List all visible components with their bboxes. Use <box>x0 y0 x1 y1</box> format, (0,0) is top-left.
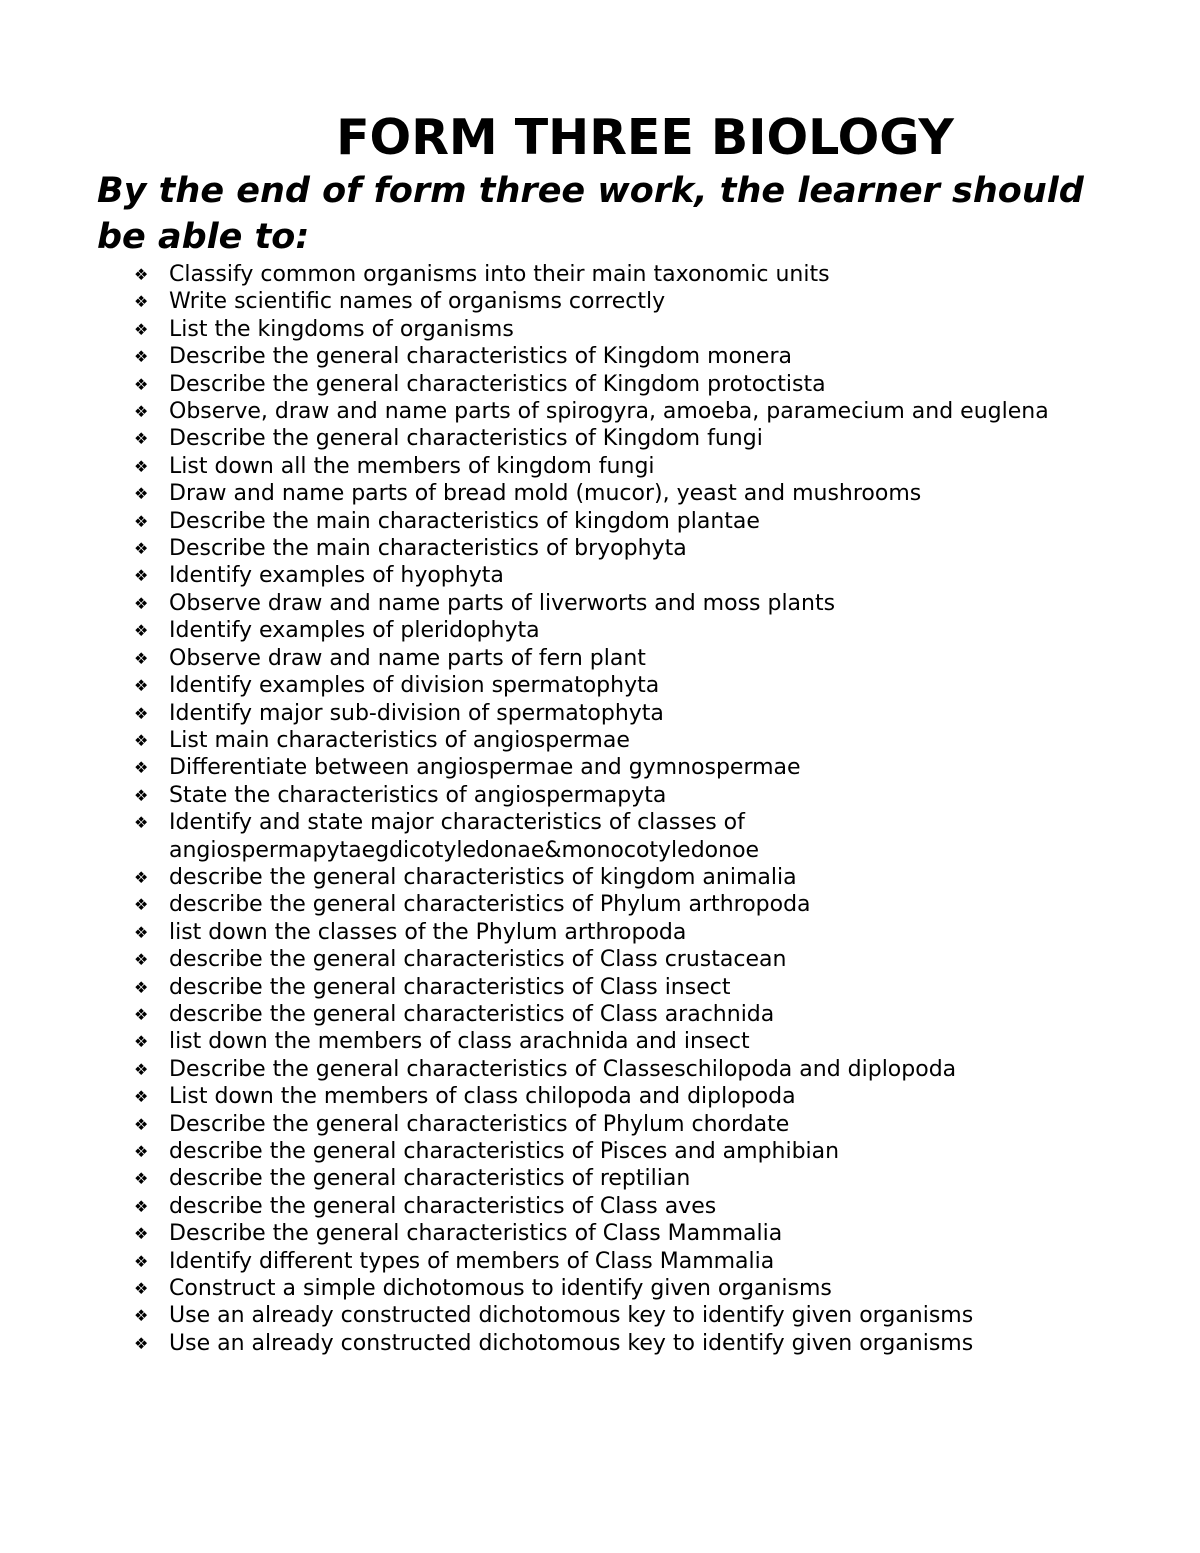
objective-text: Use an already constructed dichotomous key to identify given organisms <box>169 1330 974 1356</box>
diamond-bullet-icon: ❖ <box>134 566 149 586</box>
list-item <box>0 1111 1200 1138</box>
diamond-bullet-icon: ❖ <box>134 319 149 339</box>
diamond-bullet-icon: ❖ <box>134 1059 149 1079</box>
list-item <box>0 782 1200 809</box>
diamond-bullet-icon: ❖ <box>134 1114 149 1134</box>
list-item <box>0 919 1200 946</box>
diamond-bullet-icon: ❖ <box>134 347 149 367</box>
objective-text: List the kingdoms of organisms <box>169 316 514 342</box>
diamond-bullet-icon: ❖ <box>134 511 149 531</box>
intro-heading: By the end of form three work, the learner should be able to: <box>97 171 1084 257</box>
list-item <box>0 1330 1200 1357</box>
list-item <box>0 535 1200 562</box>
list-item <box>0 1220 1200 1247</box>
objective-text: Differentiate between angiospermae and gymnospermae <box>169 755 801 781</box>
diamond-bullet-icon: ❖ <box>134 1196 149 1216</box>
diamond-bullet-icon: ❖ <box>134 1032 149 1052</box>
diamond-bullet-icon: ❖ <box>134 1251 149 1271</box>
list-item <box>0 1165 1200 1192</box>
objective-text: Classify common organisms into their main taxonomic units <box>169 262 830 287</box>
objective-text: Write scientific names of organisms correctly <box>169 289 666 315</box>
list-item <box>0 754 1200 781</box>
diamond-bullet-icon: ❖ <box>134 1142 149 1161</box>
diamond-bullet-icon: ❖ <box>134 265 149 284</box>
diamond-bullet-icon: ❖ <box>134 429 149 449</box>
list-item <box>0 974 1200 1001</box>
objective-text: Describe the general characteristics of Kingdom fungi <box>169 426 763 452</box>
diamond-bullet-icon: ❖ <box>134 1224 149 1244</box>
diamond-bullet-icon: ❖ <box>134 1306 149 1326</box>
list-item <box>0 425 1200 452</box>
objective-text: describe the general characteristics of Class aves <box>169 1193 717 1219</box>
list-item <box>0 809 849 864</box>
objective-text: describe the general characteristics of Class insect <box>169 974 731 1000</box>
objective-text: List down the members of class chilopoda and diplopoda <box>169 1084 796 1110</box>
objective-text: Observe draw and name parts of fern plant <box>169 645 646 671</box>
list-item <box>0 1302 1200 1329</box>
objective-text: State the characteristics of angiospermapyta <box>169 782 667 808</box>
objective-text: describe the general characteristics of reptilian <box>169 1166 691 1192</box>
list-item <box>0 1138 1200 1165</box>
list-item <box>0 562 1200 589</box>
diamond-bullet-icon: ❖ <box>134 730 149 750</box>
list-item <box>0 1083 1200 1110</box>
diamond-bullet-icon: ❖ <box>134 867 149 887</box>
objective-text: Describe the main characteristics of bryophyta <box>169 536 687 562</box>
objective-text: describe the general characteristics of Pisces and amphibian <box>169 1139 840 1164</box>
list-item <box>0 617 1200 644</box>
list-item <box>0 727 1200 754</box>
diamond-bullet-icon: ❖ <box>134 402 149 422</box>
list-item <box>0 343 1200 370</box>
diamond-bullet-icon: ❖ <box>134 785 149 805</box>
objective-text: Observe draw and name parts of liverworts and moss plants <box>169 590 836 616</box>
list-item <box>0 1193 1200 1220</box>
objective-text: Describe the general characteristics of Class Mammalia <box>169 1221 783 1247</box>
objective-text: Describe the general characteristics of Kingdom monera <box>169 344 792 370</box>
diamond-bullet-icon: ❖ <box>134 648 149 668</box>
diamond-bullet-icon: ❖ <box>134 621 149 641</box>
objective-text: List down all the members of kingdom fungi <box>169 453 655 479</box>
diamond-bullet-icon: ❖ <box>134 950 149 970</box>
objective-text: Describe the general characteristics of Kingdom protoctista <box>169 371 826 397</box>
list-item <box>0 1001 1200 1028</box>
objective-text: Draw and name parts of bread mold (mucor), yeast and mushrooms <box>169 481 922 507</box>
list-item <box>0 946 1200 973</box>
diamond-bullet-icon: ❖ <box>134 895 149 915</box>
list-item <box>0 398 1200 425</box>
diamond-bullet-icon: ❖ <box>134 1004 149 1024</box>
list-item <box>0 590 1200 617</box>
objective-text: Describe the main characteristics of kingdom plantae <box>169 508 760 534</box>
objective-text: List main characteristics of angiospermae <box>169 727 630 753</box>
objective-text: describe the general characteristics of Class crustacean <box>169 947 787 973</box>
page-title: FORM THREE BIOLOGY <box>336 109 954 166</box>
diamond-bullet-icon: ❖ <box>134 456 149 476</box>
objective-text: Observe, draw and name parts of spirogyra, amoeba, paramecium and euglena <box>169 399 1049 425</box>
list-item <box>0 288 1200 315</box>
diamond-bullet-icon: ❖ <box>134 1333 149 1353</box>
objective-text: Identify examples of division spermatophyta <box>169 673 660 699</box>
diamond-bullet-icon: ❖ <box>134 813 149 833</box>
objective-text: Identify examples of hyophyta <box>169 563 504 589</box>
diamond-bullet-icon: ❖ <box>134 292 149 312</box>
diamond-bullet-icon: ❖ <box>134 539 149 559</box>
list-item <box>0 1028 1200 1055</box>
objective-text: describe the general characteristics of kingdom animalia <box>169 864 797 890</box>
list-item <box>0 864 1200 891</box>
objective-text: Identify major sub-division of spermatophyta <box>169 700 664 726</box>
objective-text: Identify and state major characteristics of classes of angiospermapytaegdicotyledonae&monocotyledonoe <box>169 810 760 863</box>
list-item <box>0 891 1200 918</box>
objective-text: describe the general characteristics of Class arachnida <box>169 1001 775 1027</box>
list-item <box>0 453 1200 480</box>
objective-text: Describe the general characteristics of Phylum chordate <box>169 1111 790 1137</box>
list-item <box>0 261 1200 288</box>
diamond-bullet-icon: ❖ <box>134 977 149 997</box>
list-item <box>0 1248 1200 1275</box>
objectives-list <box>0 261 1200 1357</box>
list-item <box>0 645 1200 672</box>
objective-text: Construct a simple dichotomous to identify given organisms <box>169 1276 832 1302</box>
list-item <box>0 316 1200 343</box>
list-item <box>0 371 1200 398</box>
objective-text: describe the general characteristics of Phylum arthropoda <box>169 892 811 918</box>
objective-text: Identify different types of members of Class Mammalia <box>169 1248 775 1274</box>
list-item <box>0 508 1200 535</box>
diamond-bullet-icon: ❖ <box>134 1087 149 1107</box>
diamond-bullet-icon: ❖ <box>134 1279 149 1299</box>
list-item <box>0 672 1200 699</box>
list-item <box>0 1275 1200 1302</box>
objective-text: Use an already constructed dichotomous key to identify given organisms <box>169 1303 974 1329</box>
objective-text: Describe the general characteristics of Classeschilopoda and diplopoda <box>169 1056 957 1082</box>
diamond-bullet-icon: ❖ <box>134 1169 149 1189</box>
list-item <box>0 480 1200 507</box>
diamond-bullet-icon: ❖ <box>134 758 149 778</box>
diamond-bullet-icon: ❖ <box>134 484 149 504</box>
list-item <box>0 1056 1200 1083</box>
diamond-bullet-icon: ❖ <box>134 922 149 942</box>
list-item <box>0 700 1200 727</box>
diamond-bullet-icon: ❖ <box>134 593 149 613</box>
objective-text: Identify examples of pleridophyta <box>169 618 540 644</box>
diamond-bullet-icon: ❖ <box>134 676 149 696</box>
diamond-bullet-icon: ❖ <box>134 703 149 723</box>
objective-text: list down the members of class arachnida and insect <box>169 1029 750 1055</box>
objective-text: list down the classes of the Phylum arthropoda <box>169 919 687 945</box>
diamond-bullet-icon: ❖ <box>134 374 149 394</box>
